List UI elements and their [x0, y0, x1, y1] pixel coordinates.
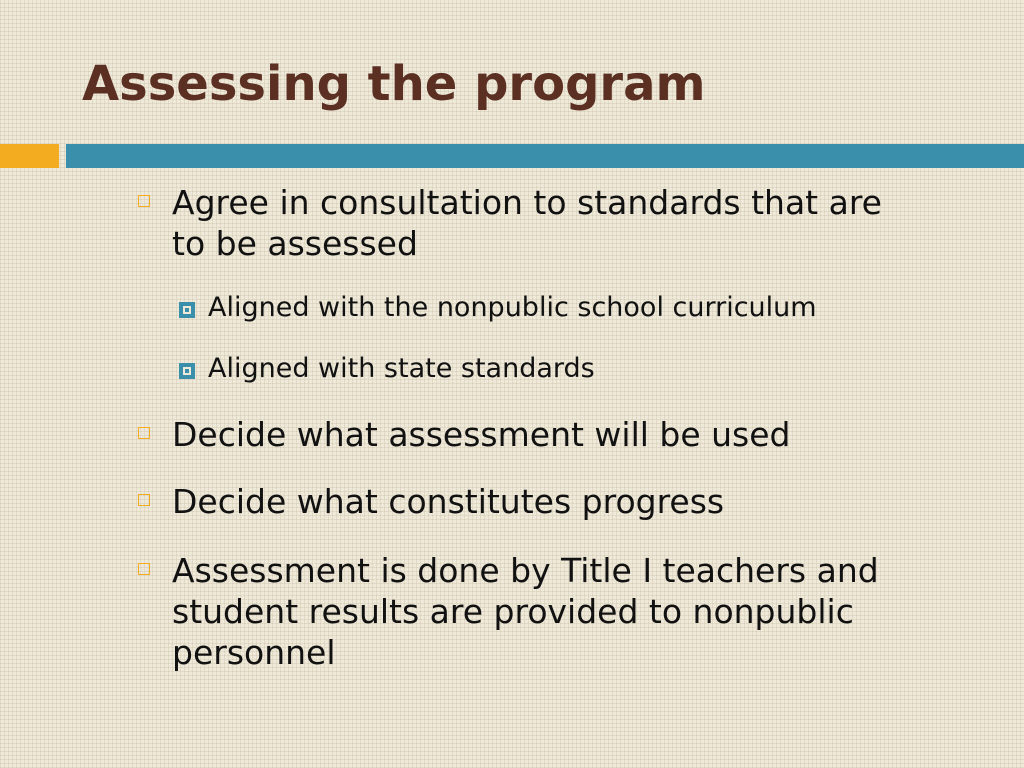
hollow-square-bullet-icon — [138, 427, 150, 439]
bullet-text: Agree in consultation to standards that are to be assessed — [172, 183, 882, 263]
hollow-square-bullet-icon — [138, 494, 150, 506]
bullet-item — [172, 481, 892, 522]
sub-bullet-text: Aligned with the nonpublic school curriculum — [208, 292, 817, 323]
bullet-item — [172, 182, 892, 264]
sub-bullet-item — [208, 291, 908, 325]
sub-bullet-text: Aligned with state standards — [208, 353, 595, 384]
slide-title: Assessing the program — [82, 56, 706, 112]
sub-bullet-item — [208, 352, 908, 386]
filled-square-bullet-icon — [179, 363, 195, 379]
bullet-text: Decide what constitutes progress — [172, 482, 725, 521]
filled-square-bullet-icon — [179, 302, 195, 318]
bullet-item — [172, 550, 892, 673]
hollow-square-bullet-icon — [138, 563, 150, 575]
bullet-text: Decide what assessment will be used — [172, 415, 791, 454]
bullet-item — [172, 414, 892, 455]
hollow-square-bullet-icon — [138, 195, 150, 207]
bullet-text: Assessment is done by Title I teachers and student results are provided to nonpublic personnel — [172, 551, 879, 672]
